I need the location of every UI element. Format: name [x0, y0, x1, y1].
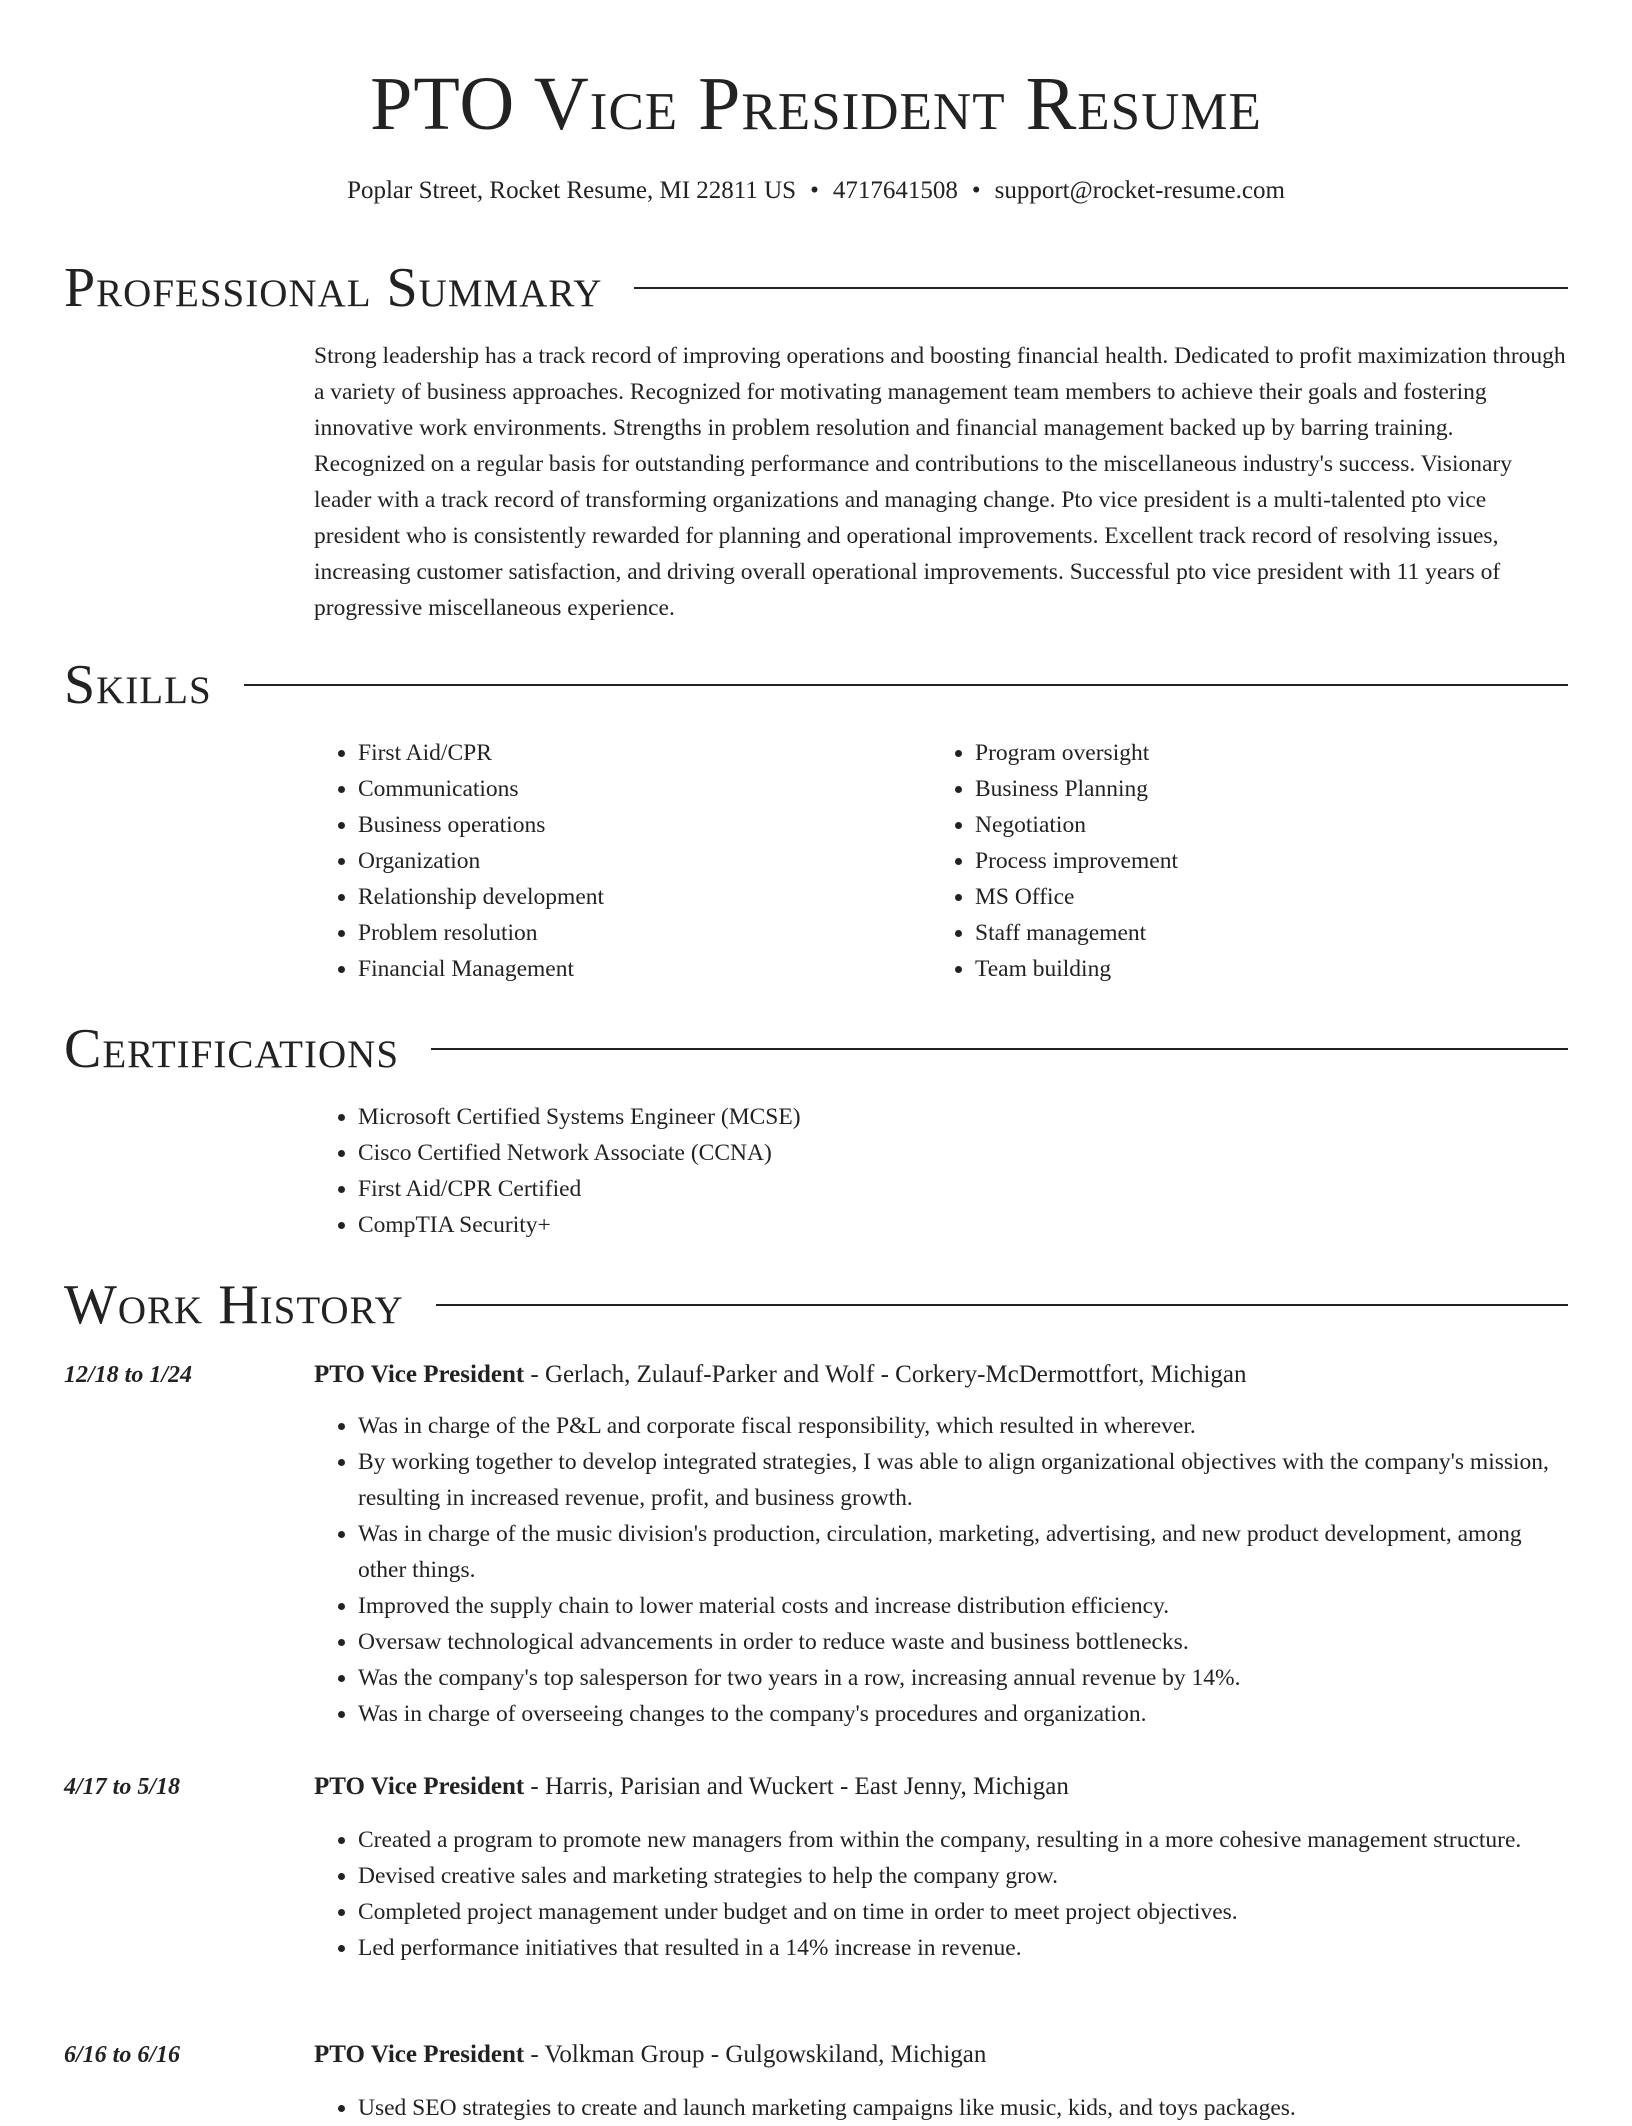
list-item: • Business operations — [358, 807, 914, 843]
summary-heading: Professional Summary — [64, 257, 603, 319]
job-duties — [314, 2090, 1570, 2126]
list-item: • Financial Management — [358, 951, 914, 987]
section-divider — [431, 1048, 1568, 1050]
list-item: • First Aid/CPR — [358, 735, 914, 771]
list-item: • Led performance initiatives that resulted in a 14% increase in revenue. — [358, 1930, 1570, 1966]
certifications-list — [314, 1099, 1514, 1243]
skills-list-right — [931, 735, 1531, 987]
job-heading — [314, 1769, 1570, 1805]
work-history-heading: Work History — [64, 1274, 404, 1336]
list-item: • Created a program to promote new managers from within the company, resulting in a more cohesive management structure. — [358, 1822, 1570, 1858]
skills-column-right — [931, 735, 1531, 987]
job-employer: - Gerlach, Zulauf-Parker and Wolf - Corkery-McDermottfort, Michigan — [524, 1361, 1247, 1388]
contact-phone: 4717641508 — [832, 177, 958, 204]
list-item: • Oversaw technological advancements in order to reduce waste and business bottlenecks. — [358, 1624, 1570, 1660]
list-item: • MS Office — [975, 879, 1531, 915]
list-item: • Program oversight — [975, 735, 1531, 771]
contact-line — [0, 174, 1632, 208]
job-duties-list — [314, 1822, 1570, 1966]
summary-text: Strong leadership has a track record of improving operations and boosting financial health. Dedicated to profit maximization through a variety of business approaches. Recognized for motivating management team members to achieve their goals and fostering innovative work environments. Strengths in problem resolution and financial management backed up by barring training. Recognized on a regular basis for outstanding performance and contributions to the miscellaneous industry's success. Visionary leader with a track record of transforming organizations and managing change. Pto vice president is a multi-talented pto vice president who is consistently rewarded for planning and operational improvements. Excellent track record of resolving issues, increasing customer satisfaction, and driving overall operational improvements. Successful pto vice president with 11 years of progressive miscellaneous experience. — [314, 343, 1566, 621]
list-item: • Team building — [975, 951, 1531, 987]
resume-title: PTO Vice President Resume — [370, 62, 1262, 146]
section-divider — [634, 287, 1568, 289]
job-role: PTO Vice President — [314, 1773, 525, 1800]
job-duties-list — [314, 1408, 1570, 1732]
section-divider — [436, 1304, 1568, 1306]
list-item: • Problem resolution — [358, 915, 914, 951]
job-dates: 6/16 to 6/16 — [64, 2042, 181, 2068]
list-item: • Devised creative sales and marketing strategies to help the company grow. — [358, 1858, 1570, 1894]
skills-heading: Skills — [64, 654, 212, 716]
list-item: • Was in charge of the music division's production, circulation, marketing, advertising, and new product development, among other things. — [358, 1516, 1570, 1588]
contact-separator: • — [971, 177, 981, 204]
work-history-section-header — [64, 1275, 1568, 1335]
skills-column-left — [314, 735, 914, 987]
list-item: • First Aid/CPR Certified — [358, 1171, 1514, 1207]
list-item: • CompTIA Security+ — [358, 1207, 1514, 1243]
job-heading — [314, 2037, 1570, 2073]
job-duties-list — [314, 2090, 1570, 2126]
job-duties — [314, 1822, 1570, 1966]
summary-section-header — [64, 258, 1568, 318]
list-item: • Cisco Certified Network Associate (CCNA) — [358, 1135, 1514, 1171]
certifications-block — [314, 1099, 1514, 1243]
list-item: • Negotiation — [975, 807, 1531, 843]
list-item: • Relationship development — [358, 879, 914, 915]
list-item: • Process improvement — [975, 843, 1531, 879]
skills-list-left — [314, 735, 914, 987]
job-dates: 4/17 to 5/18 — [64, 1774, 181, 1800]
list-item: • Microsoft Certified Systems Engineer (MCSE) — [358, 1099, 1514, 1135]
contact-separator: • — [810, 177, 819, 204]
list-item: • Improved the supply chain to lower material costs and increase distribution efficiency. — [358, 1588, 1570, 1624]
job-dates: 12/18 to 1/24 — [64, 1362, 193, 1388]
certifications-heading: Certifications — [64, 1018, 400, 1080]
certifications-section-header — [64, 1019, 1568, 1079]
job-duties — [314, 1408, 1570, 1732]
list-item: • Completed project management under budget and on time in order to meet project objectives. — [358, 1894, 1570, 1930]
contact-email: support@rocket-resume.com — [994, 177, 1285, 204]
section-divider — [244, 684, 1568, 686]
job-employer: - Volkman Group - Gulgowskiland, Michigan — [524, 2041, 987, 2068]
list-item: • Business Planning — [975, 771, 1531, 807]
list-item: • By working together to develop integrated strategies, I was able to align organizational objectives with the company's mission, resulting in increased revenue, profit, and business growth. — [358, 1444, 1570, 1516]
list-item: • Was the company's top salesperson for two years in a row, increasing annual revenue by 14%. — [358, 1660, 1570, 1696]
list-item: • Was in charge of overseeing changes to the company's procedures and organization. — [358, 1696, 1570, 1732]
job-employer: - Harris, Parisian and Wuckert - East Jenny, Michigan — [524, 1773, 1069, 1800]
list-item: • Communications — [358, 771, 914, 807]
contact-address: Poplar Street, Rocket Resume, MI 22811 US — [347, 177, 797, 204]
list-item: • Used SEO strategies to create and launch marketing campaigns like music, kids, and toys packages. — [358, 2090, 1570, 2126]
job-heading — [314, 1357, 1570, 1393]
list-item: • Staff management — [975, 915, 1531, 951]
job-role: PTO Vice President — [314, 1361, 525, 1388]
list-item: • Was in charge of the P&L and corporate fiscal responsibility, which resulted in wherever. — [358, 1408, 1570, 1444]
job-role: PTO Vice President — [314, 2041, 525, 2068]
skills-section-header — [64, 655, 1568, 715]
list-item: • Organization — [358, 843, 914, 879]
